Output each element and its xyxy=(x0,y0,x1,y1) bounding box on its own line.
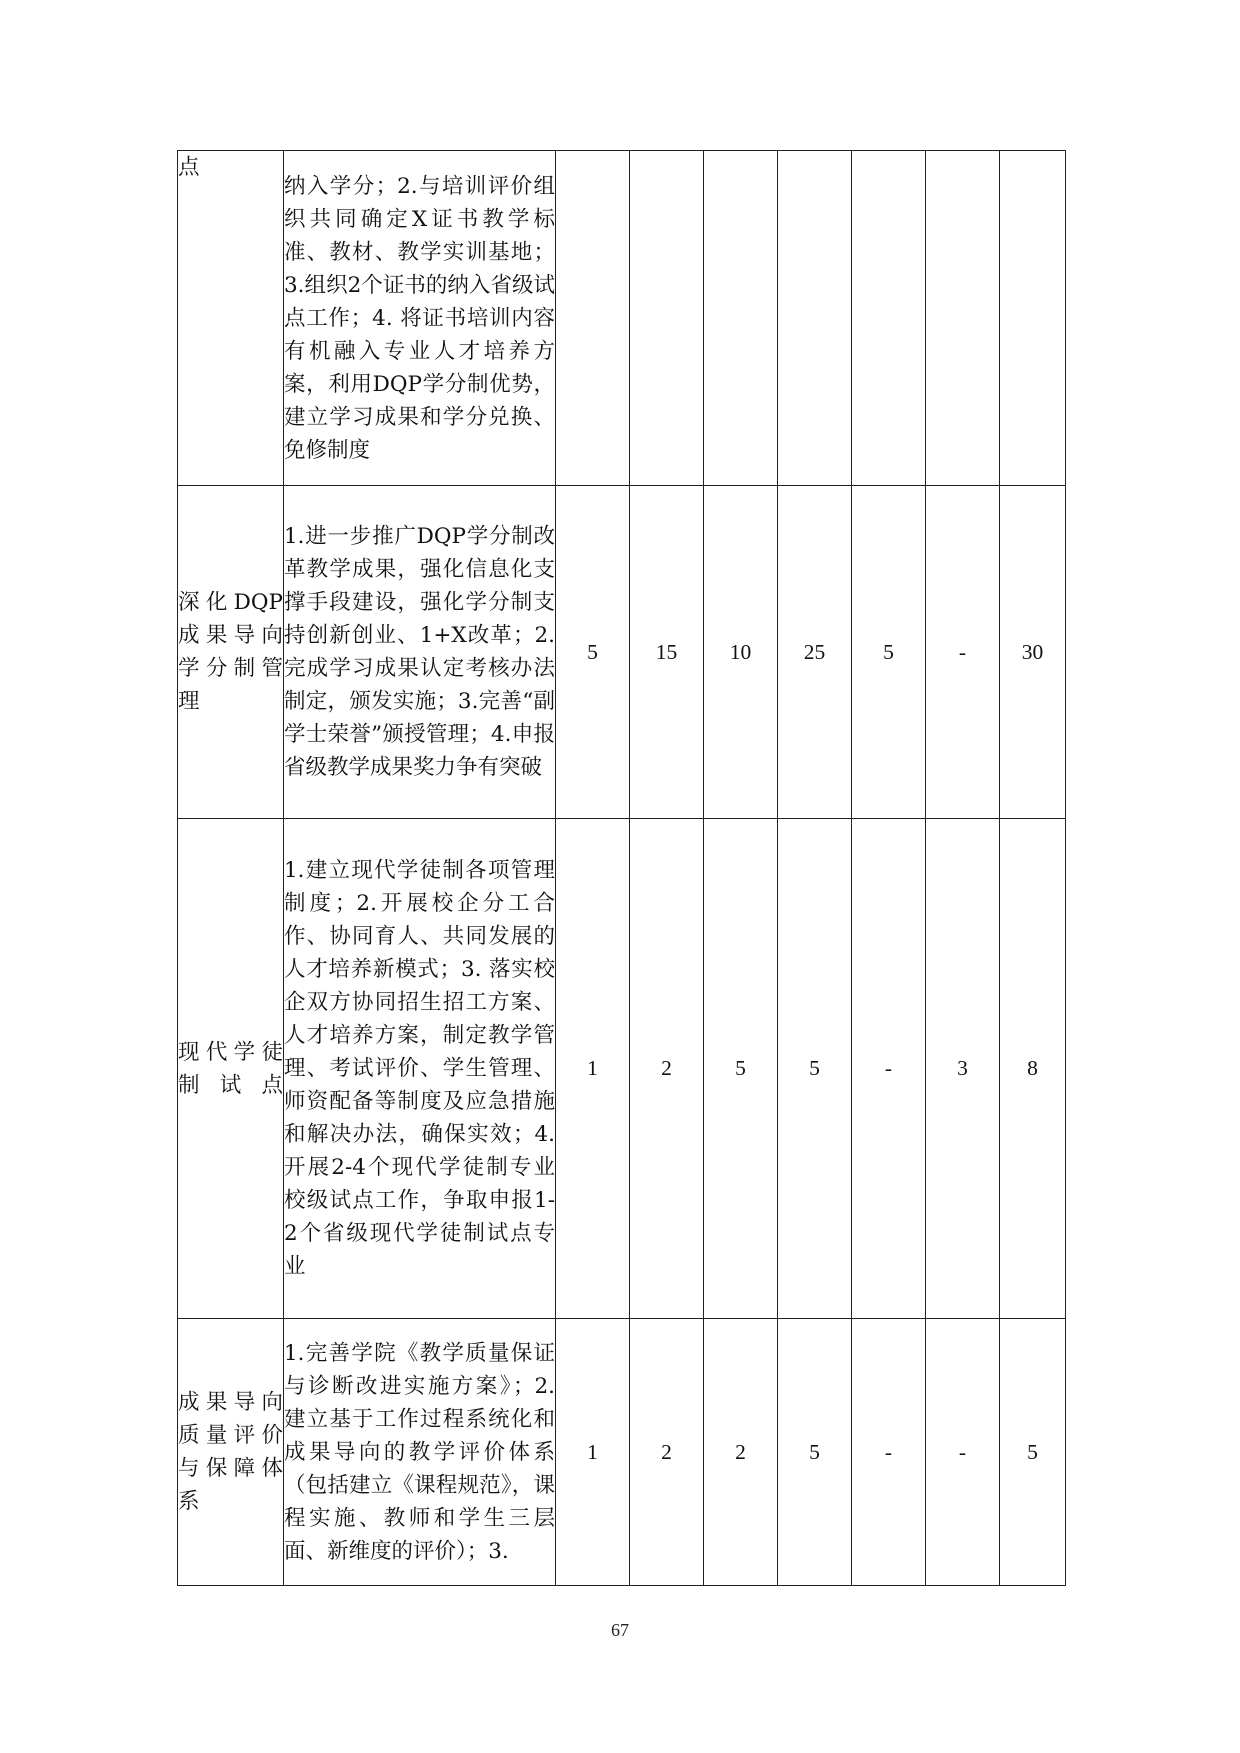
project-name-cell: 成果导向质量评价与保障体系 xyxy=(178,1319,284,1586)
project-content-cell: 1.建立现代学徒制各项管理制度；2.开展校企分工合作、协同育人、共同发展的人才培养新模式；3. 落实校企双方协同招生招工方案、人才培养方案，制定教学管理、考试评价、学生管理、师资配备等制度及应急措施和解决办法，确保实效；4.开展2-4个现代学徒制专业校级试点工作，争取申报1-2个省级现代学徒制试点专业 xyxy=(284,819,556,1319)
value-cell: 8 xyxy=(1000,819,1066,1319)
value-cell: - xyxy=(926,486,1000,819)
value-cell: 5 xyxy=(556,486,630,819)
value-cell xyxy=(556,151,630,486)
value-cell: 5 xyxy=(778,819,852,1319)
value-cell xyxy=(1000,151,1066,486)
project-name-cell: 点 xyxy=(178,151,284,486)
value-cell: 15 xyxy=(630,486,704,819)
page-number: 67 xyxy=(611,1620,629,1640)
value-cell: 5 xyxy=(1000,1319,1066,1586)
value-cell: 10 xyxy=(704,486,778,819)
value-cell: 5 xyxy=(852,486,926,819)
value-cell: 25 xyxy=(778,486,852,819)
table-row xyxy=(178,1319,1066,1586)
value-cell xyxy=(704,151,778,486)
value-cell xyxy=(852,151,926,486)
project-content-cell: 纳入学分；2.与培训评价组织共同确定X证书教学标准、教材、教学实训基地；3.组织2个证书的纳入省级试点工作；4. 将证书培训内容有机融入专业人才培养方案，利用DQP学分制优势，建立学习成果和学分兑换、免修制度 xyxy=(284,151,556,486)
value-cell: 2 xyxy=(630,1319,704,1586)
value-cell: 30 xyxy=(1000,486,1066,819)
value-cell: 2 xyxy=(704,1319,778,1586)
value-cell xyxy=(630,151,704,486)
project-content-cell: 1.完善学院《教学质量保证与诊断改进实施方案》；2. 建立基于工作过程系统化和成果导向的教学评价体系（包括建立《课程规范》，课程实施、教师和学生三层面、新维度的评价）；3. xyxy=(284,1319,556,1586)
project-content-cell: 1.进一步推广DQP学分制改革教学成果，强化信息化支撑手段建设，强化学分制支持创新创业、1+X改革；2.完成学习成果认定考核办法制定，颁发实施；3.完善“副学士荣誉”颁授管理；4.申报省级教学成果奖力争有突破 xyxy=(284,486,556,819)
value-cell: 3 xyxy=(926,819,1000,1319)
table-row xyxy=(178,151,1066,486)
table-row xyxy=(178,819,1066,1319)
value-cell: 5 xyxy=(778,1319,852,1586)
value-cell: 1 xyxy=(556,819,630,1319)
table-row xyxy=(178,486,1066,819)
project-name-cell: 现代学徒制试点 xyxy=(178,819,284,1319)
value-cell: 1 xyxy=(556,1319,630,1586)
value-cell: - xyxy=(926,1319,1000,1586)
value-cell: 2 xyxy=(630,819,704,1319)
budget-table xyxy=(177,150,1066,1586)
value-cell: - xyxy=(852,1319,926,1586)
value-cell xyxy=(926,151,1000,486)
project-name-cell: 深化DQP成果导向学分制管理 xyxy=(178,486,284,819)
value-cell xyxy=(778,151,852,486)
value-cell: - xyxy=(852,819,926,1319)
value-cell: 5 xyxy=(704,819,778,1319)
